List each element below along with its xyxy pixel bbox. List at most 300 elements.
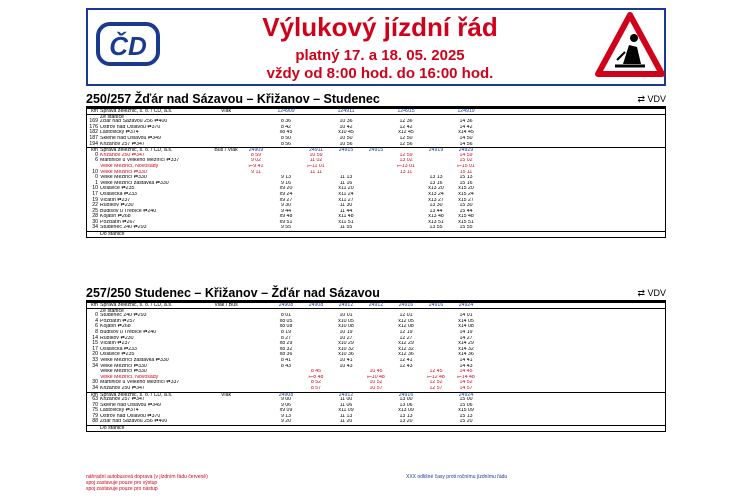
time-cell: 12 42 — [399, 124, 413, 130]
time-cell: x9 51 — [279, 219, 293, 225]
time-cell: x14 32 — [458, 346, 474, 352]
train-number: 24908 — [278, 303, 294, 308]
km-value: 6 — [95, 157, 98, 164]
station-name: Ostrov nad Oslavou ⇄370 — [100, 124, 161, 130]
train-number: 124919 — [457, 109, 475, 114]
station-name: Vlčatín ⇄237 — [100, 197, 131, 203]
time-cell: 10 56 — [339, 141, 353, 147]
km-value: 28 — [92, 213, 98, 220]
time-cell — [241, 419, 271, 425]
station-name: Martinice u Velkého Meziříčí ⇄337 — [100, 380, 180, 386]
time-cell: 14 01 — [459, 313, 473, 319]
time-cell: 8 59 — [250, 152, 262, 158]
time-cell: 11 20 — [339, 419, 353, 425]
km-label: km — [91, 302, 98, 308]
time-cell: 14 27 — [459, 335, 473, 341]
time-cell: 14 59 — [459, 152, 473, 158]
station-name: Sklené nad Oslavou ⇄349 — [100, 402, 161, 408]
time-cell: 12 45 — [429, 369, 443, 375]
kind-cell — [211, 386, 241, 392]
time-cell — [391, 225, 421, 231]
time-cell: 9 30 — [280, 203, 292, 209]
km-value: 15 — [92, 340, 98, 347]
time-cell: 8 57 — [310, 385, 322, 391]
station-name: Pozďatín ⇄257 — [100, 318, 136, 324]
time-cell: x14 08 — [458, 324, 474, 330]
section-2-header — [86, 285, 666, 301]
time-cell: 12 56 — [399, 141, 413, 147]
time-cell: 10 19 — [339, 329, 353, 335]
time-cell: 12 01 — [399, 313, 413, 319]
station-label: Do stanice — [100, 426, 125, 431]
time-cell — [241, 142, 271, 148]
km-value: 34 — [92, 362, 98, 369]
time-cell: ⥖9 41 — [248, 163, 264, 169]
time-cell: 11 11 — [309, 169, 323, 175]
time-cell: x11 09 — [338, 408, 354, 414]
time-cell: 9 11 — [251, 169, 261, 175]
time-cell: x14 05 — [458, 318, 474, 324]
km-value: 20 — [92, 351, 98, 358]
km-value: 1 — [95, 179, 98, 186]
km-value: 22 — [92, 202, 98, 209]
train-number: 24908 — [308, 303, 324, 308]
km-label: km — [91, 391, 98, 398]
station-label: Do stanice — [100, 232, 125, 237]
time-cell: 14 42 — [459, 124, 473, 130]
time-cell: x13 20 — [428, 186, 444, 192]
station-name: Oslavice ⇄235 — [100, 186, 135, 192]
time-cell: x11 51 — [338, 219, 354, 225]
time-cell — [241, 225, 271, 231]
station-name: Vlčatín ⇄237 — [100, 341, 131, 347]
time-cell: x13 27 — [428, 197, 444, 203]
time-cell — [331, 386, 361, 392]
time-cell: 12 41 — [399, 357, 413, 363]
train-kind-label: Vlak — [220, 392, 232, 398]
time-cell: 14 41 — [459, 357, 473, 363]
station-label: Ze stanice — [100, 308, 124, 314]
station-name: Budišov u Třebíče ⇄240 — [100, 329, 157, 335]
train-number: 24924 — [458, 392, 474, 398]
time-cell — [241, 386, 271, 392]
km-value: 30 — [92, 218, 98, 225]
train-kind-label: Vlak — [220, 109, 232, 114]
time-cell: 9 44 — [280, 208, 292, 214]
km-value: 17 — [92, 345, 98, 352]
time-cell: 8 01 — [280, 313, 292, 319]
km-value: 19 — [92, 196, 98, 203]
time-cell: 12 59 — [399, 152, 413, 158]
time-cell: x10 45 — [338, 130, 354, 136]
time-cell: 8 45 — [310, 369, 322, 375]
time-cell — [301, 142, 331, 148]
station-name: Velké Meziříčí ⇄330 — [100, 169, 147, 175]
time-cell: 15 44 — [459, 208, 473, 214]
time-cell: 9 06 — [280, 402, 292, 408]
time-cell: x13 09 — [398, 408, 414, 414]
time-cell: 15 02 — [459, 158, 473, 164]
legend-note: XXX odlišné časy proti ročnímu jízdnímu řádu — [406, 474, 508, 480]
train-number: 24915 — [368, 148, 384, 153]
time-cell: x11 48 — [338, 214, 354, 220]
km-value: 6 — [95, 323, 98, 330]
time-cell: 14 36 — [459, 119, 473, 125]
km-value: 169 — [89, 118, 98, 125]
time-cell: 13 00 — [399, 397, 413, 403]
to-station-row — [87, 231, 665, 237]
km-value: 0 — [95, 312, 98, 319]
km-value: 4 — [95, 317, 98, 324]
train-number — [361, 109, 391, 114]
time-cell: ⥖10 48 — [367, 374, 385, 380]
time-cell: 11 13 — [339, 175, 353, 181]
train-number: 24909 — [248, 148, 264, 153]
time-cell: x8 08 — [279, 324, 293, 330]
time-cell: 11 02 — [309, 158, 323, 164]
train-number: 24912 — [338, 303, 354, 308]
time-cell: ⥖14 48 — [457, 374, 475, 380]
station-name: Kojatín ⇄268 — [100, 214, 131, 220]
station-name: Ostrov nad Oslavou ⇄370 — [100, 413, 161, 419]
station-name: Velké Meziříčí ⇄330 — [100, 369, 147, 375]
time-cell: 12 19 — [399, 329, 413, 335]
time-cell — [391, 386, 421, 392]
train-number — [421, 109, 451, 114]
train-number: 124909 — [277, 109, 295, 114]
time-cell: x9 09 — [279, 408, 293, 414]
time-cell: 12 36 — [399, 119, 413, 125]
time-cell: 15 20 — [459, 419, 473, 425]
time-cell: x8 45 — [279, 130, 293, 136]
time-cell: 12 50 — [399, 135, 413, 141]
time-cell: 8 43 — [280, 363, 292, 369]
km-value: 30 — [92, 379, 98, 386]
time-cell: 10 43 — [339, 363, 353, 369]
section-1-vdv-link[interactable]: ⇄ VDV — [637, 94, 666, 104]
train-number: 124911 — [337, 109, 355, 114]
legend-bus: náhradní autobusová doprava (v jízdním řádu červeně) — [86, 474, 208, 480]
km-value: 79 — [92, 412, 98, 419]
time-cell — [361, 225, 391, 231]
station-name: Laštovičky ⇄374 — [100, 408, 139, 414]
kind-cell — [211, 142, 241, 148]
time-cell: 13 13 — [429, 175, 443, 181]
km-value: 194 — [89, 140, 98, 147]
time-cell: x15 24 — [458, 191, 474, 197]
time-cell: 15 13 — [459, 175, 473, 181]
time-cell: x10 29 — [338, 341, 354, 347]
time-cell: x15 48 — [458, 214, 474, 220]
station-name: Velké Meziříčí, Novosady — [100, 163, 159, 169]
time-cell: 13 11 — [399, 169, 413, 175]
time-cell: x15 20 — [458, 186, 474, 192]
station-name: Oslavička ⇄233 — [100, 191, 137, 197]
km-value: 187 — [89, 134, 98, 141]
time-cell: 10 45 — [369, 369, 383, 375]
time-cell: 14 52 — [459, 380, 473, 386]
time-cell: 15 13 — [459, 413, 473, 419]
time-cell: x13 24 — [428, 191, 444, 197]
time-cell: 13 06 — [399, 402, 413, 408]
time-cell: x12 32 — [398, 346, 414, 352]
train-number: 24915 — [338, 148, 354, 153]
train-kind-label: Vlak / Bus — [214, 303, 238, 308]
time-cell: x14 29 — [458, 341, 474, 347]
time-cell: x10 05 — [338, 318, 354, 324]
train-number: 24912 — [368, 303, 384, 308]
time-cell: 14 57 — [459, 385, 473, 391]
time-cell: ⥖11 01 — [307, 163, 325, 169]
spacer — [87, 426, 99, 431]
time-cell: x9 20 — [279, 186, 293, 192]
station-name: Oslavice ⇄235 — [100, 352, 135, 358]
time-cell — [271, 386, 301, 392]
time-cell: x11 24 — [338, 191, 354, 197]
km-value: 176 — [89, 123, 98, 130]
km-value: 70 — [92, 401, 98, 408]
time-cell: 8 42 — [280, 124, 292, 130]
km-label: km — [91, 108, 98, 114]
operator-label: Správa železnic, s. o. / ČD, a.s. — [100, 303, 173, 308]
station-name: Martinice u Velkého Meziříčí ⇄337 — [100, 158, 180, 164]
time-cell: 12 52 — [429, 380, 443, 386]
time-cell: 10 50 — [339, 135, 353, 141]
time-cell: 12 27 — [399, 335, 413, 341]
time-cell: 15 00 — [459, 397, 473, 403]
section-2-vdv-link[interactable]: ⇄ VDV — [637, 288, 666, 298]
section-2-title: 257/250 Studenec – Křižanov – Žďár nad Sázavou — [86, 286, 380, 300]
station-name: Rudíkov ⇄230 — [100, 335, 134, 341]
time-cell: 14 19 — [459, 329, 473, 335]
time-cell: 11 13 — [339, 413, 353, 419]
time-cell: 12 57 — [429, 385, 443, 391]
time-cell: 13 55 — [429, 225, 443, 231]
train-number: 24911 — [308, 148, 324, 153]
time-cell: x13 51 — [428, 219, 444, 225]
station-name: Žďár nad Sázavou 256 ⇄400 — [100, 119, 168, 125]
km-value: 10 — [92, 185, 98, 192]
time-cell: 10 57 — [369, 385, 383, 391]
validity-text: platný 17. a 18. 05. 2025 — [295, 47, 465, 64]
km-label: km — [91, 147, 98, 154]
km-value: 10 — [92, 168, 98, 175]
time-cell: 9 20 — [280, 419, 292, 425]
time-cell: 9 16 — [280, 180, 292, 186]
time-cell: ⥖15 01 — [457, 163, 475, 169]
time-cell: ⥖13 01 — [397, 163, 415, 169]
svg-text:ČD: ČD — [109, 31, 147, 61]
station-name: Velké Meziříčí zastávka ⇄330 — [100, 357, 169, 363]
station-name: Velké Meziříčí zastávka ⇄330 — [100, 180, 169, 186]
section-2 — [86, 285, 666, 432]
km-value: 14 — [92, 334, 98, 341]
time-cell: 8 56 — [280, 141, 292, 147]
operator-label: Správa železnic, s. o. / ČD, a.s. — [100, 392, 173, 398]
time-cell: 11 00 — [339, 397, 353, 403]
time-cell: 8 41 — [280, 357, 292, 363]
time-cell: 14 43 — [459, 363, 473, 369]
time-cell: x8 36 — [279, 352, 293, 358]
time-cell: x12 36 — [398, 352, 414, 358]
time-cell: x12 29 — [398, 341, 414, 347]
to-station-row — [87, 425, 665, 431]
km-value: 0 — [95, 174, 98, 181]
station-name: Křižanov 250 ⇄347 — [100, 385, 145, 391]
time-cell: ⥖8 48 — [308, 374, 324, 380]
time-cell: 10 41 — [339, 357, 353, 363]
time-cell: 8 19 — [280, 329, 292, 335]
station-name: Sklené nad Oslavou ⇄349 — [100, 135, 161, 141]
time-cell: x8 05 — [279, 318, 293, 324]
time-cell: 13 44 — [429, 208, 443, 214]
km-value: 25 — [92, 207, 98, 214]
time-cell: 13 13 — [399, 413, 413, 419]
time-cell: 15 16 — [459, 180, 473, 186]
time-cell: x8 32 — [279, 346, 293, 352]
station-name: Pozďatín ⇄267 — [100, 219, 136, 225]
time-cell: x14 36 — [458, 352, 474, 358]
time-cell: ⥖12 48 — [427, 374, 445, 380]
train-kind-label: Bus / Vlak — [214, 148, 238, 153]
train-number: 24916 — [398, 392, 414, 398]
km-value: 34 — [92, 224, 98, 231]
time-cell: x13 48 — [428, 214, 444, 220]
km-value: 17 — [92, 190, 98, 197]
train-number: 24929 — [458, 148, 474, 153]
page-title: Výlukový jízdní řád — [262, 12, 498, 42]
km-value: 34 — [92, 384, 98, 391]
time-cell: 13 02 — [399, 158, 413, 164]
train-number: 124915 — [397, 109, 415, 114]
time-cell — [361, 142, 391, 148]
time-cell: 8 52 — [310, 380, 322, 386]
time-cell: 15 11 — [459, 169, 473, 175]
km-value: 182 — [89, 129, 98, 136]
time-cell: 8 50 — [280, 135, 292, 141]
train-number: 24908 — [278, 392, 294, 398]
station-name: Laštovičky ⇄374 — [100, 130, 139, 136]
time-cell: 10 42 — [339, 124, 353, 130]
train-number — [241, 303, 271, 308]
section-1 — [86, 91, 666, 238]
time-cell: x12 05 — [398, 318, 414, 324]
train-number: 24916 — [398, 303, 414, 308]
time-cell: 11 16 — [339, 180, 353, 186]
time-cell: 9 55 — [280, 225, 292, 231]
time-cell: x8 29 — [279, 341, 293, 347]
station-label: Ze stanice — [100, 114, 124, 120]
station-name: Křižanov 250 ⇄347 — [100, 152, 145, 158]
train-number: 24924 — [458, 303, 474, 308]
station-name: Žďár nad Sázavou 256 ⇄400 — [100, 419, 168, 425]
operator-label: Správa železnic, s. o. / ČD, a.s. — [100, 109, 173, 114]
time-cell: x10 36 — [338, 352, 354, 358]
time-cell: 9 13 — [280, 175, 292, 181]
time-cell: x12 08 — [398, 324, 414, 330]
km-value: 0 — [95, 151, 98, 158]
time-cell — [301, 419, 331, 425]
km-value: 63 — [92, 396, 98, 403]
station-name: Křižanov 257 ⇄347 — [100, 397, 145, 403]
station-name: Oslavička ⇄233 — [100, 346, 137, 352]
station-name: Velké Meziříčí ⇄330 — [100, 363, 147, 369]
time-cell: 13 16 — [429, 180, 443, 186]
station-name: Kojatín ⇄268 — [100, 324, 131, 330]
train-number: 24916 — [428, 303, 444, 308]
time-cell: x10 32 — [338, 346, 354, 352]
time-cell: 15 06 — [459, 402, 473, 408]
time-cell — [361, 419, 391, 425]
footer — [86, 474, 666, 492]
time-cell: x15 51 — [458, 219, 474, 225]
train-number — [241, 109, 271, 114]
time-cell: x15 27 — [458, 197, 474, 203]
time-cell: 9 13 — [280, 413, 292, 419]
time-cell: 10 52 — [369, 380, 383, 386]
time-cell: x12 45 — [398, 130, 414, 136]
time-cell: 11 44 — [339, 208, 353, 214]
time-cell: 15 55 — [459, 225, 473, 231]
section-2-table — [86, 301, 666, 432]
time-cell: x15 09 — [458, 408, 474, 414]
train-number — [301, 109, 331, 114]
time-cell: 8 27 — [280, 335, 292, 341]
station-name: Rudíkov ⇄230 — [100, 203, 134, 209]
legend-exit: spoj zastavuje pouze pro výstup — [86, 480, 158, 486]
train-number: 24919 — [428, 148, 444, 153]
time-cell: 9 00 — [280, 397, 292, 403]
section-1-title: 250/257 Žďár nad Sázavou – Křižanov – Studenec — [86, 92, 380, 106]
time-cell: 10 59 — [309, 152, 323, 158]
kind-cell — [211, 419, 241, 425]
time-cell: 10 01 — [339, 313, 353, 319]
time-cell: 10 27 — [339, 335, 353, 341]
time-cell: x9 27 — [279, 197, 293, 203]
time-cell: 14 50 — [459, 135, 473, 141]
time-cell: 11 06 — [339, 402, 353, 408]
time-cell: x9 48 — [279, 214, 293, 220]
section-1-table — [86, 107, 666, 238]
time-cell: 10 36 — [339, 119, 353, 125]
train-number: 24912 — [338, 392, 354, 398]
time-cell: 13 30 — [429, 203, 443, 209]
station-name: Budišov u Třebíče ⇄240 — [100, 208, 157, 214]
km-value: 75 — [92, 407, 98, 414]
km-value: 88 — [92, 418, 98, 425]
station-name: Křižanov 257 ⇄347 — [100, 141, 145, 147]
time-cell: 12 43 — [399, 363, 413, 369]
time-cell — [301, 225, 331, 231]
time-cell: 11 55 — [339, 225, 353, 231]
legend-board: spoj zastavuje pouze pro nástup — [86, 486, 158, 492]
km-value: 33 — [92, 356, 98, 363]
section-1-header — [86, 91, 666, 107]
km-value: 8 — [95, 328, 98, 335]
station-name: Studenec 240 ⇄293 — [100, 225, 147, 231]
time-cell — [421, 142, 451, 148]
operator-label: Správa železnic, s. o. / ČD, a.s. — [100, 148, 173, 153]
time-cell: x10 08 — [338, 324, 354, 330]
cd-logo-icon — [96, 22, 160, 66]
time-cell — [421, 419, 451, 425]
time-cell: 14 56 — [459, 141, 473, 147]
time-cell: x11 27 — [338, 197, 354, 203]
station-name: Velké Meziříčí ⇄330 — [100, 175, 147, 181]
time-cell: 13 20 — [399, 419, 413, 425]
kind-cell — [211, 225, 241, 231]
station-name: Studenec 240 ⇄293 — [100, 313, 147, 319]
